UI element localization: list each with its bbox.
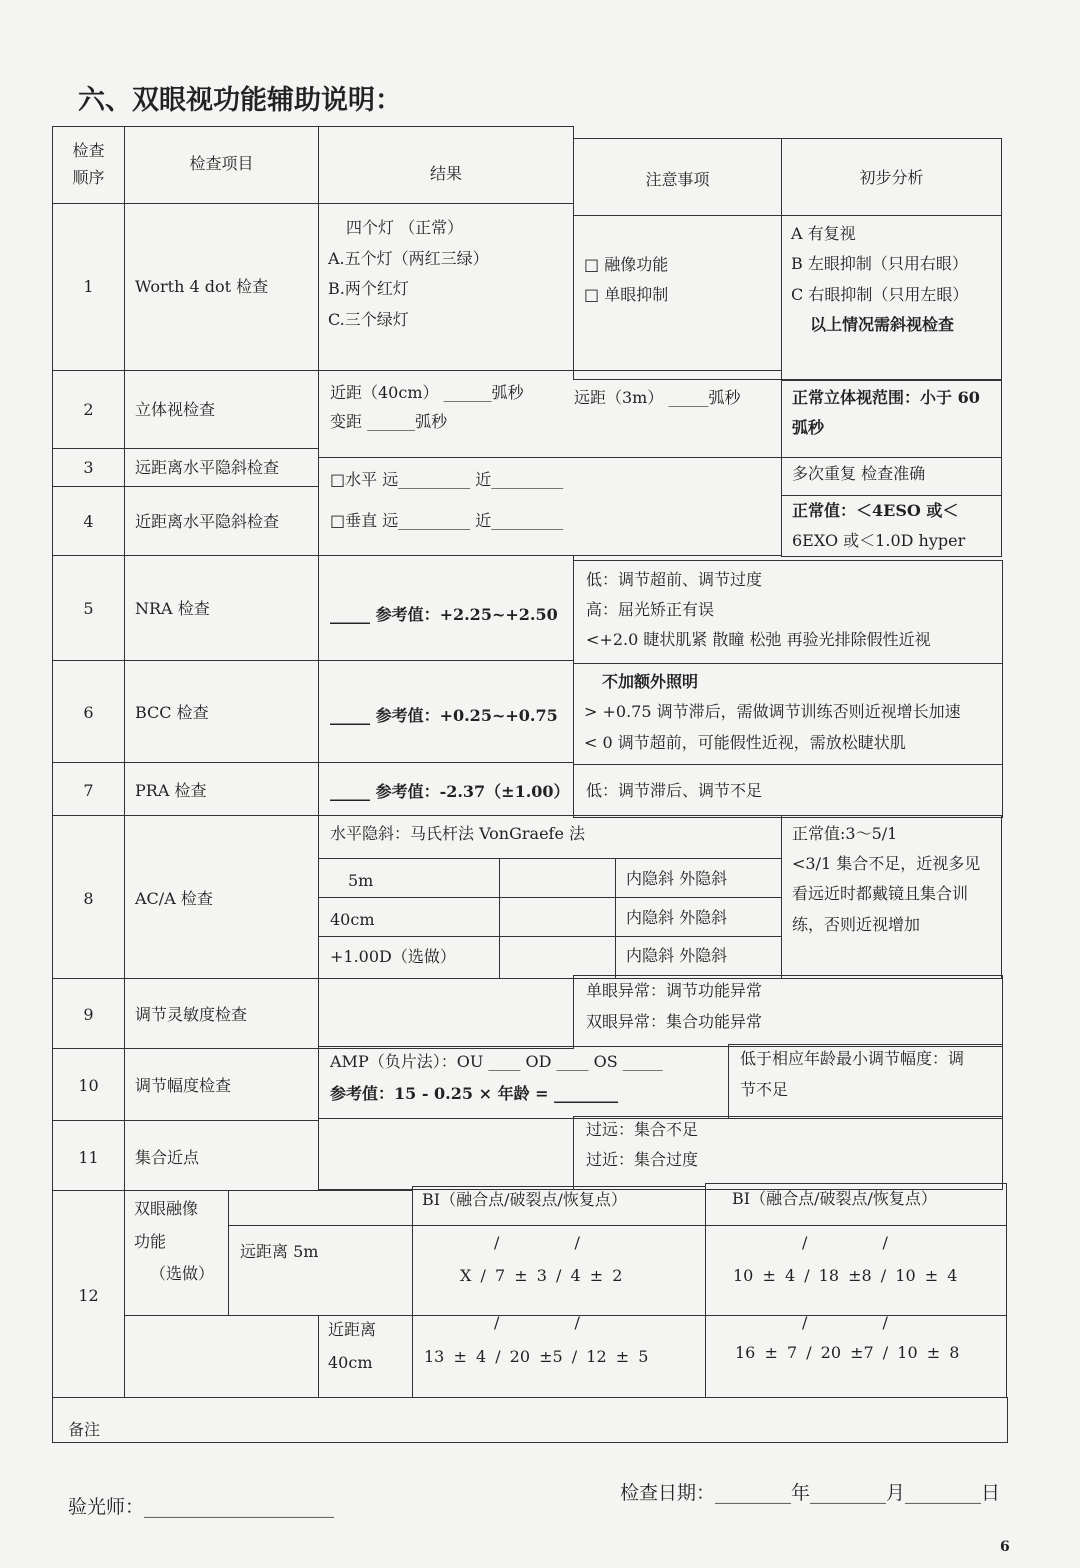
analysis-text: <3/1 集合不足，近视多见 — [792, 854, 981, 873]
optometrist-signature-field[interactable]: 验光师：____________________ — [68, 1496, 335, 1518]
bi-header: BI（融合点/破裂点/恢复点） — [422, 1190, 627, 1209]
row11-result-cell[interactable] — [318, 1118, 574, 1190]
item-label: Worth 4 dot 检查 — [135, 277, 269, 296]
far-label: 远距离 5m — [240, 1242, 319, 1261]
item-label: 调节灵敏度检查 — [135, 1005, 248, 1024]
result-text: 变距 ______弧秒 — [330, 412, 448, 431]
row-number: 9 — [83, 1005, 94, 1024]
item-label: 立体视检查 — [135, 400, 216, 419]
empty-cell — [228, 1190, 413, 1226]
row-number: 6 — [83, 703, 94, 722]
note-text: 低：调节超前、调节过度 — [586, 570, 763, 589]
analysis-text: 正常值：＜4ESO 或＜ — [792, 501, 959, 520]
analysis-text: 弧秒 — [792, 418, 825, 437]
fusion-label: 双眼融像 — [134, 1199, 199, 1218]
slash-marks: / / — [802, 1313, 888, 1332]
analysis-text: 多次重复 检查准确 — [792, 464, 926, 483]
note-text: 过近：集合过度 — [586, 1150, 699, 1169]
note-text: 过远：集合不足 — [586, 1120, 699, 1139]
row-number: 5 — [83, 599, 94, 618]
exam-date-field[interactable]: 检查日期：________年________月________日 — [620, 1482, 1001, 1504]
row-number: 12 — [78, 1286, 99, 1305]
near-bo-values: 16 ± 7 / 20 ±7 / 10 ± 8 — [735, 1343, 960, 1362]
analysis-text: 正常立体视范围：小于 60 — [792, 388, 980, 407]
note-text: 低：调节滞后、调节不足 — [586, 781, 763, 800]
row-number: 2 — [83, 400, 94, 419]
note-text: 不加额外照明 — [602, 672, 699, 691]
note-text: <+2.0 睫状肌紧 散瞳 松弛 再验光排除假性近视 — [586, 630, 931, 649]
item-label: AC/A 检查 — [135, 889, 213, 908]
row-number: 11 — [78, 1148, 99, 1167]
slash-marks: / / — [494, 1233, 580, 1252]
remark-label: 备注 — [68, 1420, 101, 1439]
near-label: 近距离 — [328, 1320, 377, 1339]
aca-value-cell[interactable] — [499, 897, 616, 937]
note-text: 双眼异常：集合功能异常 — [586, 1012, 763, 1031]
note-text: 高：屈光矫正有误 — [586, 600, 715, 619]
aca-value-cell[interactable] — [499, 858, 616, 898]
aca-type: 内隐斜 外隐斜 — [626, 869, 728, 888]
analysis-text: 6EXO 或＜1.0D hyper — [792, 531, 966, 550]
row-number: 4 — [83, 512, 94, 531]
header-analysis: 初步分析 — [859, 168, 924, 187]
reference-formula: 参考值：15 - 0.25 × 年龄 = ________ — [330, 1084, 619, 1103]
checkbox-fusion[interactable]: □ 融像功能 — [584, 255, 669, 274]
bi-header: BI（融合点/破裂点/恢复点） — [732, 1189, 937, 1208]
row-number: 10 — [78, 1076, 99, 1095]
section-title: 六、双眼视功能辅助说明： — [78, 85, 402, 116]
note-text: 单眼异常：调节功能异常 — [586, 981, 763, 1000]
row-number: 8 — [83, 889, 94, 908]
row-number: 1 — [83, 277, 94, 296]
header-item: 检查项目 — [189, 154, 254, 173]
fusion-label: （选做） — [150, 1264, 215, 1283]
result-text: A.五个灯（两红三绿） — [328, 249, 489, 268]
analysis-text: 正常值:3～5/1 — [792, 824, 898, 843]
checkbox-suppression[interactable]: □ 单眼抑制 — [584, 285, 669, 304]
item-label: 近距离水平隐斜检查 — [135, 512, 280, 531]
far-bo-values: 10 ± 4 / 18 ±8 / 10 ± 4 — [733, 1266, 958, 1285]
row9-result-cell[interactable] — [318, 978, 574, 1049]
reference-value: _____ 参考值：+2.25~+2.50 — [330, 605, 558, 624]
result-text: 四个灯 （正常） — [346, 218, 464, 237]
aca-label: 40cm — [330, 910, 375, 929]
header-order: 检查 顺序 — [72, 141, 105, 188]
checkbox-vertical[interactable]: □垂直 远_________ 近_________ — [330, 511, 564, 530]
analysis-text: B 左眼抑制（只用右眼） — [791, 254, 968, 273]
fusion-label: 功能 — [134, 1232, 167, 1251]
note-text: 节不足 — [740, 1080, 789, 1099]
method-text: 水平隐斜：马氏杆法 VonGraefe 法 — [330, 824, 586, 843]
aca-type: 内隐斜 外隐斜 — [626, 908, 728, 927]
aca-label-cell — [318, 858, 500, 898]
near-label: 40cm — [328, 1353, 373, 1372]
result-text: B.两个红灯 — [328, 279, 409, 298]
page-number: 6 — [1000, 1539, 1010, 1555]
item-label: PRA 检查 — [135, 781, 207, 800]
amp-fields[interactable]: AMP（负片法）：OU ____ OD ____ OS _____ — [330, 1052, 663, 1071]
remark-cell[interactable] — [52, 1397, 1008, 1443]
aca-label: 5m — [348, 871, 374, 890]
note-text: > +0.75 调节滞后，需做调节训练否则近视增长加速 — [584, 702, 961, 721]
item-label: 集合近点 — [135, 1148, 200, 1167]
analysis-text: 练，否则近视增加 — [792, 915, 921, 934]
header-notes: 注意事项 — [645, 170, 710, 189]
analysis-text: A 有复视 — [791, 224, 856, 243]
aca-type: 内隐斜 外隐斜 — [626, 946, 728, 965]
item-label: 远距离水平隐斜检查 — [135, 458, 280, 477]
aca-label: +1.00D（选做） — [330, 947, 456, 966]
empty-cell — [124, 1315, 319, 1398]
analysis-text: 看远近时都戴镜且集合训 — [792, 884, 969, 903]
result-text: 远距（3m） _____弧秒 — [574, 388, 741, 407]
aca-value-cell[interactable] — [499, 936, 616, 979]
row-number: 3 — [83, 458, 94, 477]
checkbox-horizontal[interactable]: □水平 远_________ 近_________ — [330, 470, 564, 489]
row-number: 7 — [83, 781, 94, 800]
result-text: 近距（40cm） ______弧秒 — [330, 383, 524, 402]
far-label-cell — [228, 1225, 413, 1316]
note-text: < 0 调节超前，可能假性近视，需放松睫状肌 — [584, 733, 906, 752]
analysis-text: C 右眼抑制（只用左眼） — [791, 285, 969, 304]
item-label: NRA 检查 — [135, 599, 210, 618]
slash-marks: / / — [494, 1313, 580, 1332]
item-label: BCC 检查 — [135, 703, 209, 722]
slash-marks: / / — [802, 1233, 888, 1252]
result-text: C.三个绿灯 — [328, 310, 409, 329]
analysis-text: 以上情况需斜视检查 — [810, 315, 955, 334]
near-bi-values: 13 ± 4 / 20 ±5 / 12 ± 5 — [424, 1347, 649, 1366]
far-bi-values: X / 7 ± 3 / 4 ± 2 — [460, 1266, 623, 1285]
reference-value: _____ 参考值：+0.25~+0.75 — [330, 706, 558, 725]
note-text: 低于相应年龄最小调节幅度：调 — [740, 1049, 965, 1068]
reference-value: _____ 参考值：-2.37（±1.00） — [330, 782, 570, 801]
header-result: 结果 — [429, 164, 462, 183]
item-label: 调节幅度检查 — [135, 1076, 232, 1095]
